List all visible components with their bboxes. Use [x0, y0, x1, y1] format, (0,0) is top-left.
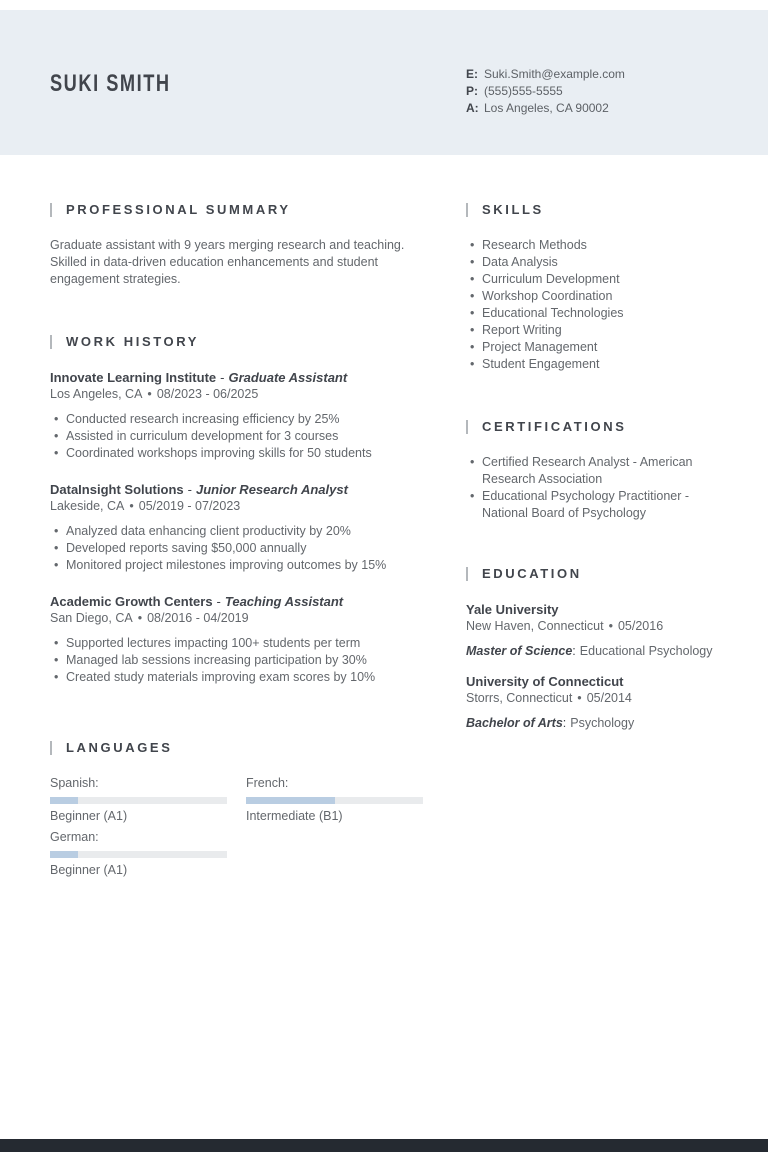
contact-phone: [466, 83, 625, 100]
left-column: [50, 201, 424, 879]
language-item: [246, 775, 423, 825]
job-entry: [50, 593, 424, 686]
language-level: Intermediate (B1): [246, 809, 343, 823]
language-progress-fill: [50, 797, 78, 804]
bullet-icon: •: [54, 429, 59, 443]
job-company: Academic Growth Centers: [50, 594, 213, 609]
job-bullet-text: Coordinated workshops improving skills for 50 students: [66, 446, 372, 460]
work-heading-row: [50, 333, 424, 350]
section-accent-bar: [50, 203, 52, 217]
job-meta-line: [50, 610, 424, 627]
job-company: DataInsight Solutions: [50, 482, 184, 497]
degree-field: Psychology: [570, 716, 635, 730]
job-company: Innovate Learning Institute: [50, 370, 217, 385]
language-progress-fill: [246, 797, 335, 804]
job-dates: 08/2023 - 06/2025: [156, 387, 259, 401]
job-bullet-text: Supported lectures impacting 100+ students per term: [66, 636, 361, 650]
certifications-heading: CERTIFICATIONS: [482, 419, 627, 434]
skill-item: [466, 339, 718, 356]
bullet-icon: •: [470, 455, 475, 469]
degree-line: [466, 643, 718, 660]
job-bullet-item: [50, 428, 424, 445]
certifications-list: [466, 454, 718, 522]
job-bullet-text: Conducted research increasing efficiency by 25%: [66, 412, 340, 426]
skill-item: [466, 322, 718, 339]
dash-separator: -: [220, 370, 225, 385]
dot-separator: •: [608, 619, 613, 633]
bullet-icon: •: [470, 289, 475, 303]
job-bullet-text: Monitored project milestones improving outcomes by 15%: [66, 558, 387, 572]
job-bullet-text: Assisted in curriculum development for 3 courses: [66, 429, 339, 443]
contact-block: [466, 66, 625, 117]
degree-name: Bachelor of Arts: [466, 716, 563, 730]
certification-text: Educational Psychology Practitioner - National Board of Psychology: [482, 489, 690, 520]
dot-separator: •: [147, 387, 152, 401]
job-entry: [50, 369, 424, 462]
bullet-icon: •: [54, 558, 59, 572]
language-progress-bar: [246, 797, 423, 804]
phone-value: (555)555-5555: [484, 84, 563, 98]
skill-item: [466, 237, 718, 254]
resume-body: [0, 155, 768, 879]
job-bullet-item: [50, 652, 424, 669]
job-bullet-text: Managed lab sessions increasing participation by 30%: [66, 653, 367, 667]
colon-separator: :: [562, 716, 567, 730]
certification-text: Certified Research Analyst - American Research Association: [482, 455, 693, 486]
job-location: Los Angeles, CA: [50, 387, 143, 401]
job-bullet-list: [50, 411, 424, 462]
skill-text: Educational Technologies: [482, 306, 624, 320]
job-bullet-list: [50, 635, 424, 686]
language-progress-bar: [50, 851, 227, 858]
school-location: Storrs, Connecticut: [466, 691, 573, 705]
section-accent-bar: [50, 741, 52, 755]
dot-separator: •: [577, 691, 582, 705]
languages-grid: [50, 775, 424, 879]
job-bullet-list: [50, 523, 424, 574]
skill-text: Research Methods: [482, 238, 587, 252]
skill-text: Project Management: [482, 340, 598, 354]
bullet-icon: •: [54, 653, 59, 667]
school-name: Yale University: [466, 602, 559, 617]
summary-heading-row: [50, 201, 424, 218]
job-bullet-text: Analyzed data enhancing client productivity by 20%: [66, 524, 351, 538]
certification-item: [466, 488, 718, 522]
skill-text: Workshop Coordination: [482, 289, 613, 303]
job-bullet-item: [50, 523, 424, 540]
school-name: University of Connecticut: [466, 674, 624, 689]
skill-text: Report Writing: [482, 323, 562, 337]
degree-line: [466, 715, 718, 732]
school-date: 05/2016: [617, 619, 664, 633]
section-accent-bar: [50, 335, 52, 349]
languages-heading-row: [50, 739, 424, 756]
skill-text: Student Engagement: [482, 357, 600, 371]
skill-text: Data Analysis: [482, 255, 558, 269]
skills-heading: SKILLS: [482, 202, 544, 217]
bullet-icon: •: [54, 670, 59, 684]
section-skills: [466, 201, 718, 373]
summary-text: Graduate assistant with 9 years merging research and teaching. Skilled in data-driven education enhancements and student engagement strategies.: [50, 238, 405, 286]
school-entry: [466, 601, 718, 660]
certification-item: [466, 454, 718, 488]
bullet-icon: •: [470, 238, 475, 252]
language-name: Spanish:: [50, 776, 99, 790]
skill-text: Curriculum Development: [482, 272, 620, 286]
school-meta-line: [466, 618, 718, 635]
resume-header: [0, 10, 768, 155]
dash-separator: -: [216, 594, 221, 609]
job-bullet-item: [50, 445, 424, 462]
job-bullet-item: [50, 411, 424, 428]
phone-label: P:: [466, 84, 478, 98]
bullet-icon: •: [470, 489, 475, 503]
job-location: Lakeside, CA: [50, 499, 125, 513]
right-column: [466, 201, 718, 732]
job-entry: [50, 481, 424, 574]
job-bullet-item: [50, 669, 424, 686]
job-role: Graduate Assistant: [228, 370, 348, 385]
degree-field: Educational Psychology: [579, 644, 713, 658]
school-location: New Haven, Connecticut: [466, 619, 604, 633]
skill-item: [466, 305, 718, 322]
section-languages: [50, 739, 424, 879]
degree-name: Master of Science: [466, 644, 573, 658]
education-heading-row: [466, 565, 718, 582]
job-role: Teaching Assistant: [224, 594, 344, 609]
address-label: A:: [466, 101, 479, 115]
job-title-line: [50, 369, 424, 386]
language-progress-fill: [50, 851, 78, 858]
skill-item: [466, 356, 718, 373]
job-location: San Diego, CA: [50, 611, 133, 625]
skill-item: [466, 271, 718, 288]
colon-separator: :: [572, 644, 576, 658]
candidate-name: SUKI SMITH: [50, 70, 171, 97]
skill-item: [466, 288, 718, 305]
bullet-icon: •: [54, 541, 59, 555]
bullet-icon: •: [470, 272, 475, 286]
language-item: [50, 775, 227, 825]
job-title-line: [50, 593, 424, 610]
school-meta-line: [466, 690, 718, 707]
job-dates: 08/2016 - 04/2019: [147, 611, 249, 625]
email-value: Suki.Smith@example.com: [484, 67, 625, 81]
dash-separator: -: [187, 482, 192, 497]
top-margin-strip: [0, 0, 768, 10]
school-entry: [466, 673, 718, 732]
bullet-icon: •: [54, 524, 59, 538]
job-bullet-text: Created study materials improving exam scores by 10%: [66, 670, 376, 684]
bullet-icon: •: [470, 306, 475, 320]
language-progress-bar: [50, 797, 227, 804]
bullet-icon: •: [54, 636, 59, 650]
section-certifications: [466, 418, 718, 522]
language-level: Beginner (A1): [50, 863, 128, 877]
section-work-history: [50, 333, 424, 686]
job-meta-line: [50, 498, 424, 515]
job-bullet-item: [50, 540, 424, 557]
work-heading: WORK HISTORY: [66, 334, 200, 349]
skills-heading-row: [466, 201, 718, 218]
section-accent-bar: [466, 420, 468, 434]
bullet-icon: •: [54, 412, 59, 426]
contact-email: [466, 66, 625, 83]
job-bullet-item: [50, 557, 424, 574]
address-value: Los Angeles, CA 90002: [484, 101, 609, 115]
skills-list: [466, 237, 718, 373]
section-accent-bar: [466, 203, 468, 217]
job-dates: 05/2019 - 07/2023: [138, 499, 241, 513]
job-role: Junior Research Analyst: [195, 482, 348, 497]
section-professional-summary: [50, 201, 424, 288]
section-accent-bar: [466, 567, 468, 581]
bullet-icon: •: [470, 323, 475, 337]
dot-separator: •: [129, 499, 134, 513]
job-title-line: [50, 481, 424, 498]
bullet-icon: •: [470, 340, 475, 354]
dot-separator: •: [137, 611, 143, 625]
summary-heading: PROFESSIONAL SUMMARY: [66, 202, 291, 217]
bullet-icon: •: [54, 446, 59, 460]
job-meta-line: [50, 386, 424, 403]
certifications-heading-row: [466, 418, 718, 435]
language-name: French:: [246, 776, 289, 790]
skill-item: [466, 254, 718, 271]
job-bullet-item: [50, 635, 424, 652]
job-bullet-text: Developed reports saving $50,000 annually: [66, 541, 307, 555]
language-level: Beginner (A1): [50, 809, 128, 823]
school-date: 05/2014: [586, 691, 632, 705]
section-education: [466, 565, 718, 732]
language-item: [50, 829, 227, 879]
education-heading: EDUCATION: [482, 566, 582, 581]
languages-heading: LANGUAGES: [66, 740, 173, 755]
bullet-icon: •: [470, 255, 475, 269]
language-name: German:: [50, 830, 99, 844]
contact-address: [466, 100, 625, 117]
bullet-icon: •: [470, 357, 475, 371]
footer-accent-bar: [0, 1139, 768, 1152]
email-label: E:: [466, 67, 478, 81]
